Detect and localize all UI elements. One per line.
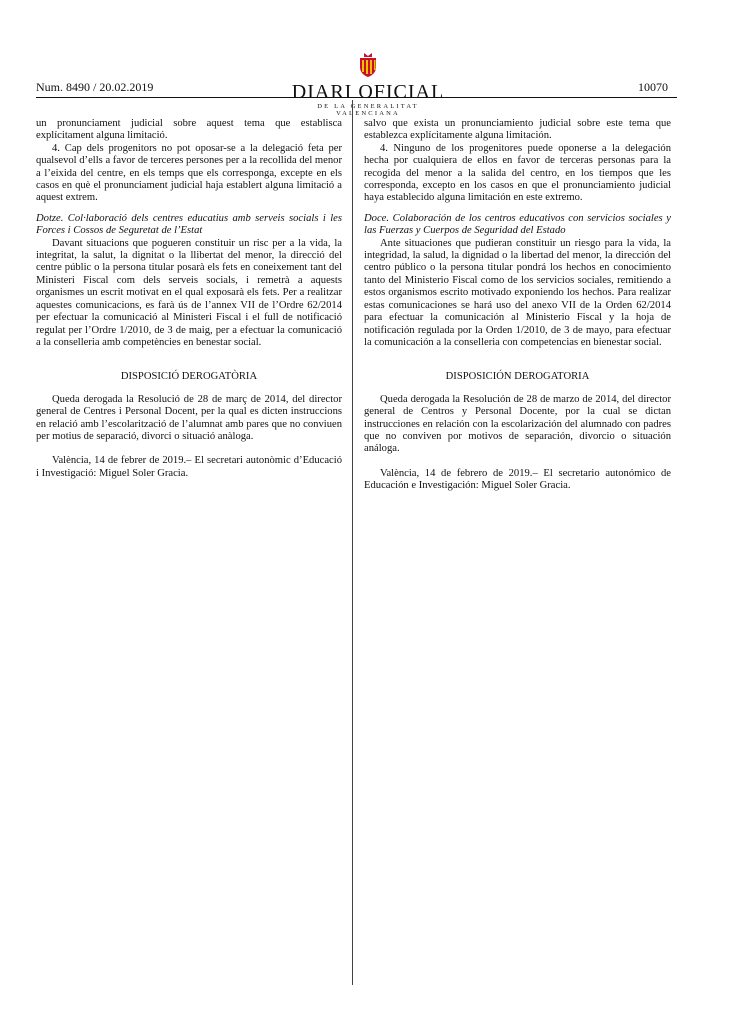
coat-of-arms-icon (355, 52, 381, 78)
section-heading: DISPOSICIÓ DEROGATÒRIA (120, 371, 258, 383)
column-divider (352, 100, 353, 985)
column-valencian (36, 118, 342, 480)
page-header (0, 0, 730, 117)
page-number: 10070 (638, 80, 668, 94)
section-title: Doce. Colaboración de los centros educativos con servicios sociales y las Fuerzas y Cuerpos de Seguridad del Estado (364, 212, 671, 237)
paragraph: Queda derogada la Resolució de 28 de març de 2014, del director general de Centres i Personal Docent, per la qual es dicten instruccions en relació amb l’escolarització de l’alumnat amb pares que no conviuen per motius de separació, divorci o situació anàloga. (36, 393, 342, 442)
issue-number: Num. 8490 / 20.02.2019 (36, 80, 154, 94)
section-title: Dotze. Col·laboració dels centres educatius amb serveis socials i les Forces i Cossos de Seguretat de l’Estat (36, 212, 342, 237)
signature: València, 14 de febrero de 2019.– El secretario autonómico de Educación e Investigación: Miguel Soler Gracia. (364, 467, 671, 492)
header-rule (36, 97, 677, 98)
column-spanish (364, 118, 671, 493)
masthead (288, 52, 448, 117)
paragraph: un pronunciament judicial sobre aquest tema que establisca explícitament alguna limitació. (36, 118, 342, 142)
paragraph: 4. Cap dels progenitors no pot oposar-se a la delegació feta per qualsevol d’ells a favor de terceres persones per a la recollida del menor a l’eixida del centre, en els temps que els corresponga, excepte en els casos en què el pronunciament judicial haja establert alguna limitació a aquest extrem. (36, 142, 342, 204)
paragraph: salvo que exista un pronunciamiento judicial sobre este tema que establezca explícitamente alguna limitación. (364, 118, 671, 142)
paragraph: Queda derogada la Resolución de 28 de marzo de 2014, del director general de Centros y Personal Docente, por la cual se dictan instrucciones en relación con la escolarización del alumnado con padres que no conviven por motivos de separación, divorcio o situación análoga. (364, 393, 671, 455)
masthead-title: DIARI OFICIAL (291, 81, 445, 103)
masthead-subtitle: DE LA GENERALITAT VALENCIANA (317, 103, 419, 117)
paragraph: 4. Ninguno de los progenitores puede oponerse a la delegación hecha por cualquiera de ellos en favor de terceras personas para la recogida del menor a la salida del centro, en los tiempos que les corresponda, excepto en los casos en que el pronunciamiento judicial haya establecido alguna limitación en este extremo. (364, 142, 671, 204)
section-heading: DISPOSICIÓN DEROGATORIA (445, 371, 590, 383)
signature: València, 14 de febrer de 2019.– El secretari autonòmic d’Educació i Investigació: Miguel Soler Gracia. (36, 455, 342, 479)
paragraph: Ante situaciones que pudieran constituir un riesgo para la vida, la integridad, la salud, la dignidad o la libertad del menor, la dirección del centro público o la persona titular pondrá los hechos en conocimiento tanto del Ministerio Fiscal como de los servicios sociales, remitiendo a estos organismos escrito motivado exponiendo los hechos. Para realizar estas comunicaciones se hará uso del anexo VII de la Orden 62/2014 para efectuar la comunicación al Ministerio Fiscal y la hoja de notificación regulada por la Orden 1/2010, de 3 de mayo, para efectuar la comunicación a la conselleria con competencias en bienestar social. (364, 237, 671, 348)
paragraph: Davant situacions que pogueren constituir un risc per a la vida, la integritat, la salut, la dignitat o la llibertat del menor, la direcció del centre públic o la persona titular posarà els fets en coneixement tant del Ministeri Fiscal com dels serveis socials, i remetrà a aquests organismes un escrit motivat en el qual exposarà els fets. Per a realitzar aquestes comunicacions, es farà ús de l’annex VII de l’Ordre 62/2014 per efectuar la comunicació al Ministeri Fiscal i el full de notificació regulat per l’Ordre 1/2010, de 3 de maig, per a efectuar la comunicació a la conselleria amb competències en benestar social. (36, 237, 342, 348)
